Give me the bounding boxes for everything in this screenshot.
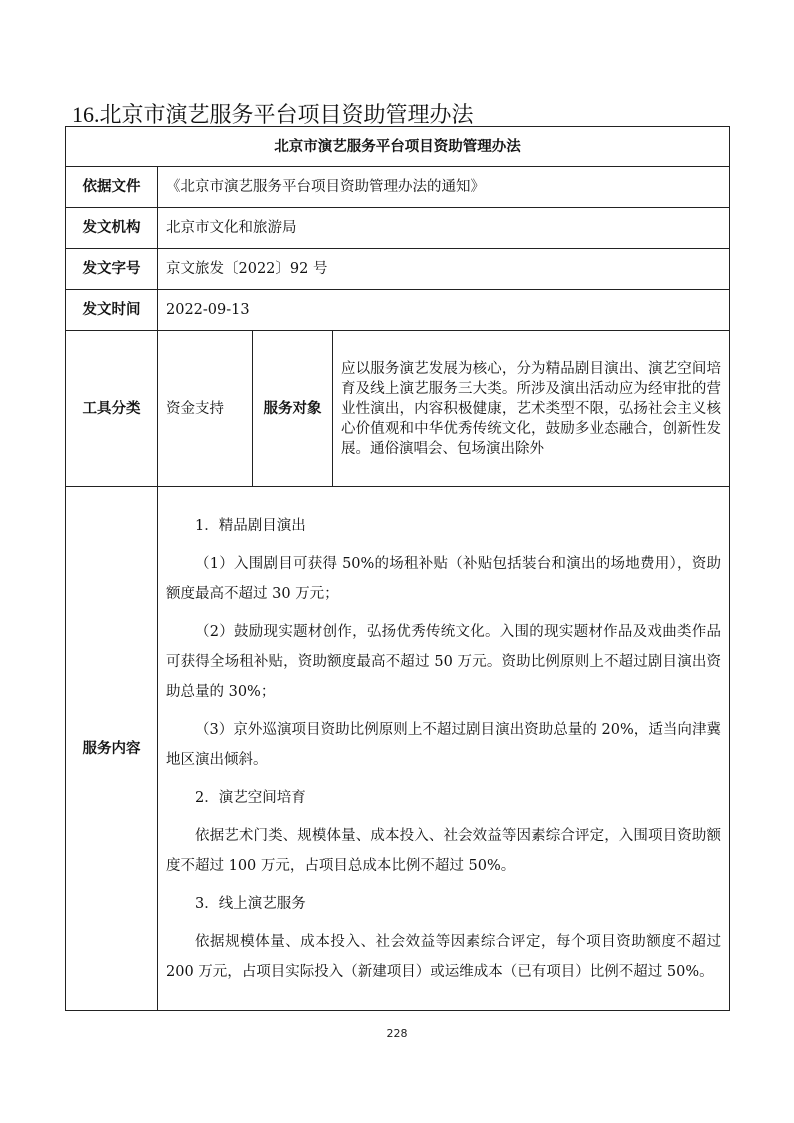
date-value: 2022-09-13 — [158, 290, 730, 331]
doc-number-value: 京文旅发〔2022〕92 号 — [158, 249, 730, 290]
content-paragraph: 2．演艺空间培育 — [195, 789, 306, 806]
table-title-row — [66, 127, 730, 167]
content-paragraph: （1）入围剧目可获得 50%的场租补贴（补贴包括装台和演出的场地费用），资助额度最高不超过 30 万元； — [166, 555, 721, 602]
table-title: 北京市演艺服务平台项目资助管理办法 — [66, 127, 730, 167]
issuer-label: 发文机构 — [66, 208, 158, 249]
table-row — [66, 331, 730, 487]
table-row — [66, 249, 730, 290]
issuer-value: 北京市文化和旅游局 — [158, 208, 730, 249]
policy-table — [65, 126, 730, 1011]
doc-number-label: 发文字号 — [66, 249, 158, 290]
date-label: 发文时间 — [66, 290, 158, 331]
section-title: 北京市演艺服务平台项目资助管理办法 — [99, 103, 474, 128]
tool-value: 资金支持 — [158, 331, 253, 487]
content-paragraph: 1．精品剧目演出 — [195, 517, 306, 534]
basis-value: 《北京市演艺服务平台项目资助管理办法的通知》 — [158, 167, 730, 208]
table-row — [66, 167, 730, 208]
table-row — [66, 208, 730, 249]
content-paragraph: 依据艺术门类、规模体量、成本投入、社会效益等因素综合评定，入围项目资助额度不超过 100 万元，占项目总成本比例不超过 50%。 — [166, 827, 721, 874]
content-body — [158, 487, 730, 1011]
content-paragraph: 3．线上演艺服务 — [195, 895, 306, 912]
table-row — [66, 290, 730, 331]
content-paragraph: （3）京外巡演项目资助比例原则上不超过剧目演出资助总量的 20%，适当向津冀地区演出倾斜。 — [166, 721, 721, 768]
tool-label: 工具分类 — [66, 331, 158, 487]
content-paragraph: 依据规模体量、成本投入、社会效益等因素综合评定，每个项目资助额度不超过 200 万元，占项目实际投入（新建项目）或运维成本（已有项目）比例不超过 50%。 — [166, 933, 721, 980]
content-label: 服务内容 — [66, 487, 158, 1011]
target-label: 服务对象 — [253, 331, 333, 487]
page-number: 228 — [386, 1027, 408, 1040]
section-number: 16. — [72, 102, 100, 127]
target-value: 应以服务演艺发展为核心，分为精品剧目演出、演艺空间培育及线上演艺服务三大类。所涉及演出活动应为经审批的营业性演出，内容积极健康，艺术类型不限，弘扬社会主义核心价值观和中华优秀传统文化，鼓励多业态融合，创新性发展。通俗演唱会、包场演出除外 — [333, 331, 730, 487]
basis-label: 依据文件 — [66, 167, 158, 208]
table-row — [66, 487, 730, 1011]
content-paragraph: （2）鼓励现实题材创作，弘扬优秀传统文化。入围的现实题材作品及戏曲类作品可获得全场租补贴，资助额度最高不超过 50 万元。资助比例原则上不超过剧目演出资助总量的 30%； — [166, 623, 721, 700]
